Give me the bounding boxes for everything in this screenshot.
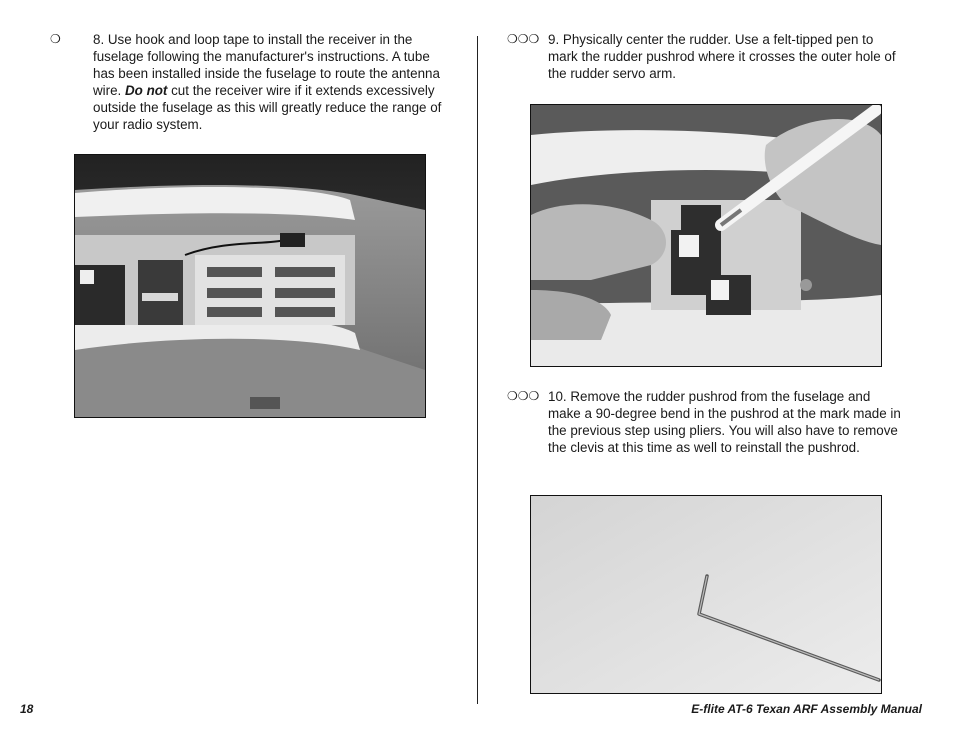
photo-mark-pushrod xyxy=(530,104,882,367)
step-9 xyxy=(507,31,902,82)
manual-title: E-flite AT-6 Texan ARF Assembly Manual xyxy=(691,702,922,716)
step-10-checkbox[interactable]: ❍❍❍ xyxy=(507,389,540,403)
step-8-text: 8. Use hook and loop tape to install the receiver in the fuselage following the manufacturer's instructions. A tube has been installed inside the fuselage to route the antenna wire. Do not cut the receiver wire if it extends excessively outside the fuselage as this will greatly reduce the range of your radio system. xyxy=(93,32,442,132)
step-10-text: 10. Remove the rudder pushrod from the fuselage and make a 90-degree bend in the pushrod at the mark made in the previous step using pliers. You will also have to remove the clevis at this time as well to reinstall the pushrod. xyxy=(548,389,901,455)
step-8 xyxy=(50,31,450,133)
photo-receiver-installed xyxy=(74,154,426,418)
photo-bent-pushrod xyxy=(530,495,882,694)
step-9-text: 9. Physically center the rudder. Use a felt-tipped pen to mark the rudder pushrod where it crosses the outer hole of the rudder servo arm. xyxy=(548,32,896,81)
page-number: 18 xyxy=(20,702,34,716)
pushrod-marking-illustration xyxy=(531,105,881,366)
bent-pushrod-illustration xyxy=(531,496,881,693)
step-9-checkbox[interactable]: ❍❍❍ xyxy=(507,32,540,46)
step-8-warning: Do not xyxy=(125,83,168,98)
column-divider xyxy=(477,36,478,704)
step-10 xyxy=(507,388,902,456)
step-8-checkbox[interactable]: ❍ xyxy=(50,32,61,46)
receiver-photo-illustration xyxy=(75,155,425,417)
